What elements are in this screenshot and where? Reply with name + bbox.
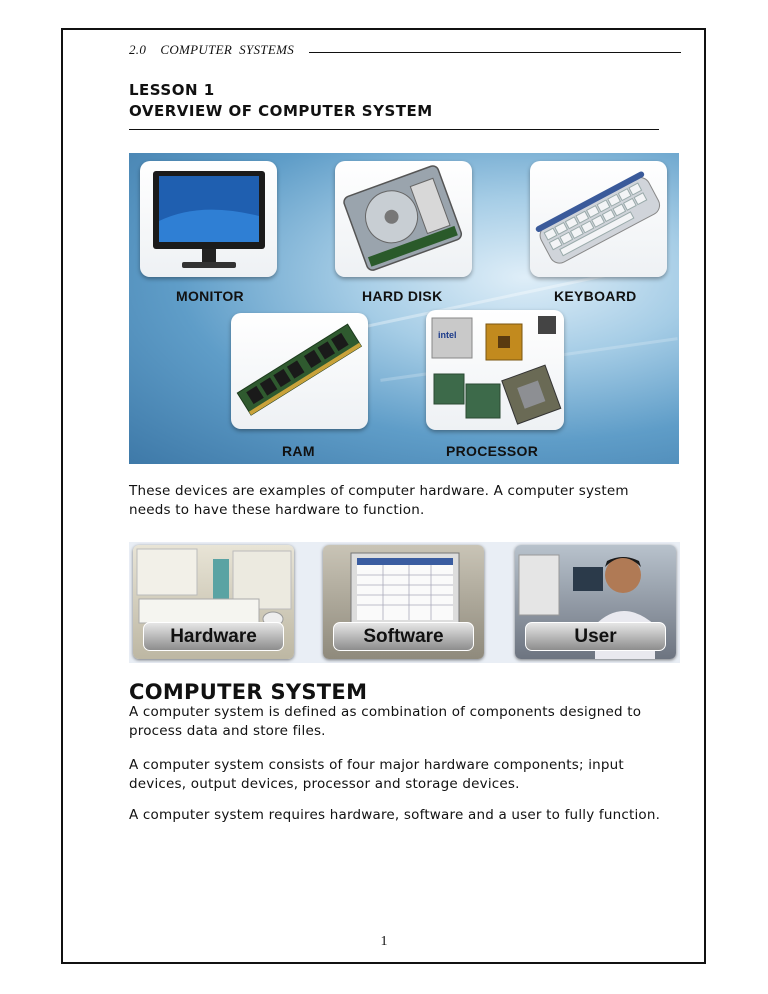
monitor-tile xyxy=(140,161,277,277)
software-tile xyxy=(323,545,484,659)
requirements-paragraph: A computer system requires hardware, software and a user to fully function. xyxy=(129,807,661,823)
components-figure xyxy=(129,542,680,663)
ram-tile xyxy=(231,313,368,429)
lesson-number: LESSON 1 xyxy=(129,81,215,99)
label-monitor: MONITOR xyxy=(176,288,244,304)
hardware-tile xyxy=(133,545,294,659)
definition-paragraph xyxy=(129,703,641,741)
processor-tile xyxy=(426,310,564,430)
svg-text:intel: intel xyxy=(438,330,457,340)
running-header xyxy=(129,42,681,60)
lesson-rule xyxy=(129,129,659,130)
definition-line: process data and store files. xyxy=(129,723,326,739)
label-software: Software xyxy=(333,622,474,651)
label-user: User xyxy=(525,622,666,651)
hardware-paragraph-line: These devices are examples of computer hardware. A computer system xyxy=(129,483,629,499)
page-number: 1 xyxy=(380,934,388,949)
hard-disk-icon xyxy=(335,161,472,277)
header-rule xyxy=(309,52,681,53)
lesson-heading xyxy=(129,80,433,122)
definition-line: A computer system is defined as combination of components designed to xyxy=(129,704,642,720)
processor-icon xyxy=(426,310,564,430)
label-hard-disk: HARD DISK xyxy=(362,288,443,304)
hardware-paragraph xyxy=(129,482,629,520)
label-hardware: Hardware xyxy=(143,622,284,651)
components-line: A computer system consists of four major hardware components; input xyxy=(129,757,624,773)
keyboard-tile xyxy=(530,161,667,277)
label-keyboard: KEYBOARD xyxy=(554,288,637,304)
hard-disk-tile xyxy=(335,161,472,277)
keyboard-icon xyxy=(530,161,667,277)
components-paragraph xyxy=(129,756,624,794)
hardware-paragraph-line: needs to have these hardware to function. xyxy=(129,502,425,518)
label-processor: PROCESSOR xyxy=(446,443,539,459)
label-ram: RAM xyxy=(282,443,315,459)
hardware-figure xyxy=(129,153,679,464)
section-title: COMPUTER SYSTEM xyxy=(129,680,368,704)
user-tile xyxy=(515,545,676,659)
monitor-icon xyxy=(140,161,277,277)
header-section-label: 2.0 COMPUTER SYSTEMS xyxy=(129,42,298,58)
lesson-title: OVERVIEW OF COMPUTER SYSTEM xyxy=(129,102,433,120)
ram-icon xyxy=(231,313,368,429)
components-line: devices, output devices, processor and storage devices. xyxy=(129,776,520,792)
